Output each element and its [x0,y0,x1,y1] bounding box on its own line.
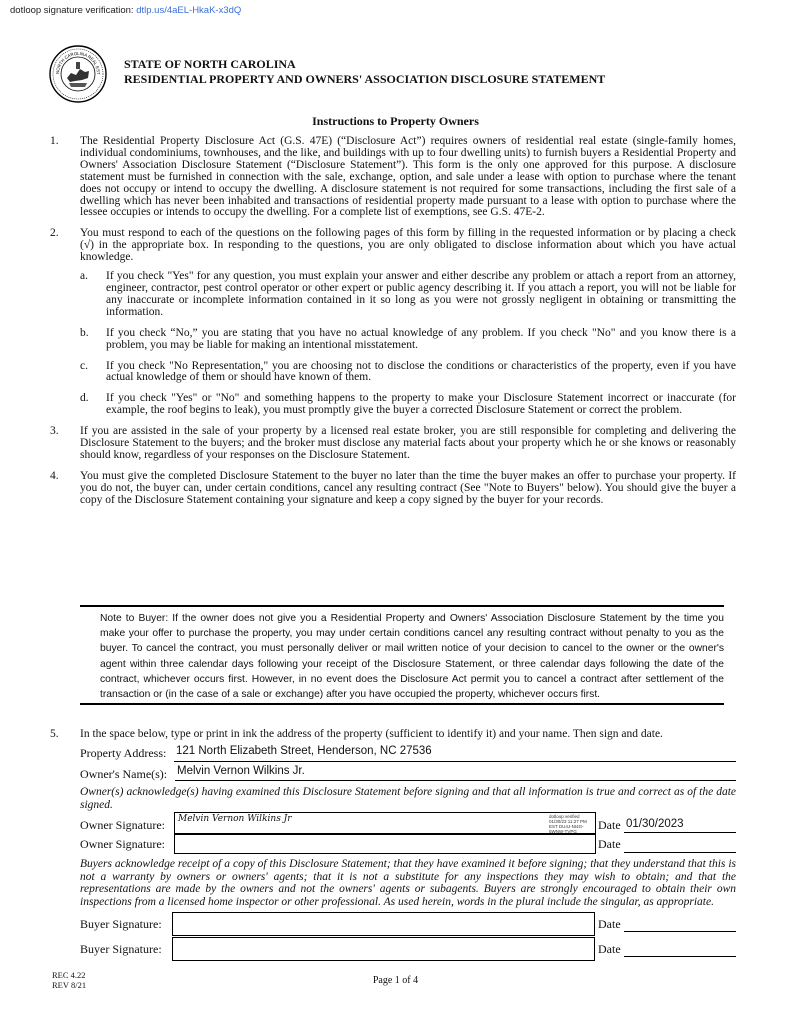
sub-text: If you check “No,” you are stating that you have no actual knowledge of any problem. If you check "No" and you know there is a problem, you may be liable for making an intentional misstatement. [106,326,736,351]
item-number: 5. [50,728,59,740]
instruction-item-5 [50,728,736,740]
owners-names-value[interactable]: Melvin Vernon Wilkins Jr. [177,765,305,777]
verification-label: dotloop signature verification: [10,5,134,16]
page-number: Page 1 of 4 [372,975,419,986]
buyer-date-label: Date [598,942,621,956]
sub-letter: a. [80,270,88,283]
item-text: You must give the completed Disclosure Statement to the buyer no later than the time the buyer makes an offer to purchase your property. If you do not, the buyer can, under certain conditions, cancel any resulting contract (See "Note to Buyers" below). You should give the buyer a copy of the Disclosure Statement containing your signature and keep a copy signed by the buyer for your records. [80,469,736,506]
seal-text: NORTH CAROLINA REAL EST [54,50,102,75]
item-text: You must respond to each of the questions on the following pages of this form by filling in the requested information or by placing a check (√) in the appropriate box. In responding to the questions, you are only obligated to disclose information about which you have actual knowledge. [80,227,736,264]
owners-names-label: Owner's Name(s): [80,767,168,781]
instruction-item [50,136,736,219]
item-text: In the space below, type or print in ink the address of the property (sufficient to identify it) and your name. Then sign and date. [80,728,663,740]
owner-date-label: Date [598,837,621,851]
owner-date-label: Date [598,818,621,832]
form-revision: REV 8/21 [52,980,87,990]
signature-verification [10,5,241,16]
form-header [124,57,605,87]
buyer-date-label: Date [598,917,621,931]
item-text: The Residential Property Disclosure Act (G.S. 47E) (“Disclosure Act”) requires owners of residential real estate (single-family homes, individual condominiums, townhouses, and the like, and buildings with up to four dwelling units) to furnish buyers a Residential Property and Owners' Association Disclosure Statement (“Disclosure Statement”). This form is the only one approved for this purpose. A disclosure statement must be furnished in connection with the sale, exchange, option, and sale under a lease with option to purchase where the tenant does not occupy or intend to occupy the dwelling. A disclosure statement is not required for some transactions, including the first sale of a dwelling which has never been inhabited and transactions of residential property made pursuant to a lease with option to purchase where the lessee occupies or intends to occupy the dwelling. For a complete list of exemptions, see G.S. 47E-2. [80,135,736,219]
buyer-date-line-1[interactable] [624,931,736,932]
verification-link[interactable]: dtlp.us/4aEL-HkaK-x3dQ [136,5,242,16]
header-form-title: RESIDENTIAL PROPERTY AND OWNERS' ASSOCIATION DISCLOSURE STATEMENT [124,72,606,86]
form-number: REC 4.22 [52,970,86,980]
sub-letter: d. [80,392,89,405]
property-address-label: Property Address: [80,746,167,760]
buyer-signature-box-2[interactable] [172,937,595,961]
item-number: 4. [50,469,59,482]
owners-names-line [175,780,736,781]
buyer-signature-box-1[interactable] [172,912,595,936]
instruction-item [50,426,736,462]
sub-letter: b. [80,326,89,339]
dotloop-verification-stamp: dotloop verified 01/30/23 11:27 PM EST DU4J-NI4G-5WNW-TVPG [549,814,587,834]
sub-text: If you check "No Representation," you are choosing not to disclose the conditions or characteristics of the property, even if you have actual knowledge of them or should have known of them. [106,359,736,384]
item-text: If you are assisted in the sale of your property by a licensed real estate broker, you are still responsible for completing and delivering the Disclosure Statement to the buyers; and the broker must disclose any material facts about your property which he or she knows or reasonably should know, regardless of your responses on the Disclosure Statement. [80,425,736,461]
item-number: 3. [50,425,59,438]
property-address-value[interactable]: 121 North Elizabeth Street, Henderson, NC 27536 [176,745,432,757]
sub-item [80,361,736,385]
owner-signature-label: Owner Signature: [80,837,165,851]
item-number: 2. [50,227,59,240]
sub-text: If you check "Yes" for any question, you must explain your answer and either describe any problem or attach a report from an attorney, engineer, contractor, pest control operator or other expert or public agency describing it. If you attach a report, you will not be liable for any inaccurate or incomplete information contained in it so long as you were not grossly negligent in obtaining or transmitting the information. [106,270,736,318]
buyer-date-line-2[interactable] [624,956,736,957]
instructions-title: Instructions to Property Owners [312,114,479,128]
property-address-line [174,761,736,762]
instruction-item [50,228,736,426]
owner-acknowledgment: Owner(s) acknowledge(s) having examined this Disclosure Statement before signing and that all information is true and correct as of the date signed. [80,786,736,811]
sub-letter: c. [80,359,88,372]
buyer-acknowledgment: Buyers acknowledge receipt of a copy of this Disclosure Statement; that they have examined it before signing; that they understand that this is not a warranty by owners or owners' agents; that it is not a substitute for any inspections they may wish to obtain; and that the representations are made by the owners and not the owners' agents or subagents. Buyers are strongly encouraged to obtain their own inspections from a licensed home inspector or other professional. As used herein, words in the plural include the singular, as appropriate. [80,858,736,908]
sub-text: If you check "Yes" or "No" and something happens to the property to make your Disclosure Statement incorrect or inaccurate (for example, the roof begins to leak), you must promptly give the buyer a corrected Disclosure Statement or correct the problem. [106,392,736,417]
owner-date-1[interactable]: 01/30/2023 [626,818,684,830]
buyer-signature-label: Buyer Signature: [80,942,162,956]
instructions-body [50,136,736,516]
sub-item [80,328,736,352]
buyer-signature-label: Buyer Signature: [80,917,162,931]
note-to-buyer [80,605,724,705]
note-text: Note to Buyer: If the owner does not give you a Residential Property and Owners' Association Disclosure Statement by the time you make your offer to purchase the property, you may under certain conditions cancel any resulting contract without penalty to you as the buyer. To cancel the contract, you must personally deliver or mail written notice of your decision to cancel to the owner or the owner's agent within three calendar days following your receipt of the Disclosure Statement, or three calendar days following the date of the contract, whichever occurs first. However, in no event does the Disclosure Act permit you to cancel a contract after settlement of the transaction or (in the case of a sale or exchange) after you have occupied the property, whichever occurs first. [100,613,724,701]
owner-signature-label: Owner Signature: [80,818,165,832]
header-state: STATE OF NORTH CAROLINA [124,57,296,71]
owner-signature-box-2[interactable] [174,834,596,854]
sub-item [80,271,736,319]
sub-items [80,271,736,417]
owner-date-line-1 [624,832,736,833]
sub-item [80,393,736,417]
owner-date-line-2 [624,852,736,853]
instruction-item [50,471,736,507]
owner-signature-1: Melvin Vernon Wilkins Jr [178,814,292,824]
nc-real-estate-commission-seal-icon [49,45,107,103]
item-number: 1. [50,135,59,147]
